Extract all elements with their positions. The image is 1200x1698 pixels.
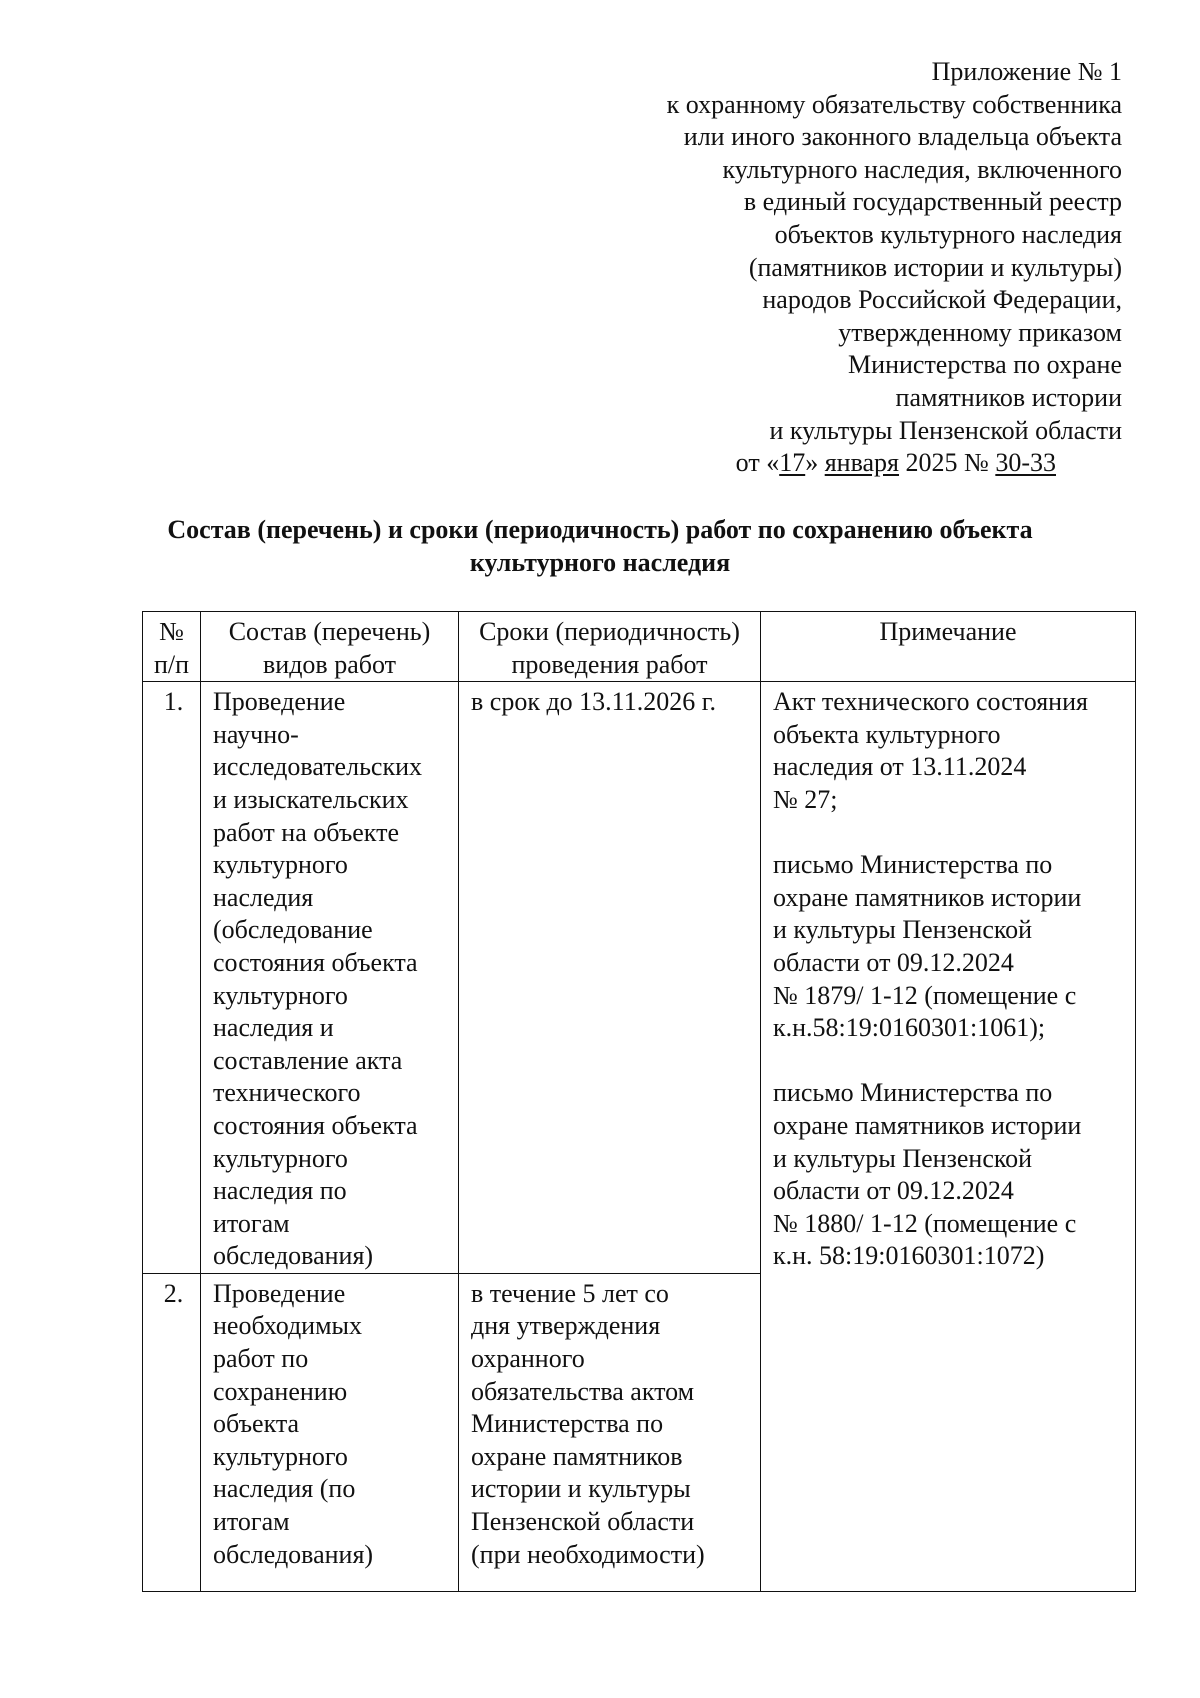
appendix-line: к охранному обязательству собственника bbox=[666, 89, 1122, 119]
appendix-line: утвержденному приказом bbox=[838, 317, 1122, 347]
appendix-line: (памятников истории и культуры) bbox=[748, 252, 1122, 282]
appendix-line: объектов культурного наследия bbox=[774, 219, 1122, 249]
appendix-line: Приложение № 1 bbox=[931, 57, 1122, 86]
date-prefix: от « bbox=[735, 448, 780, 478]
appendix-line: народов Российской Федерации, bbox=[762, 285, 1122, 315]
row-terms: в срок до 13.11.2026 г. bbox=[459, 682, 761, 1274]
document-title bbox=[0, 513, 1200, 579]
title-line-2: культурного наследия bbox=[469, 548, 731, 577]
header-number: № п/п bbox=[143, 612, 201, 682]
date-month: января bbox=[824, 448, 900, 478]
row-works: Проведение научно- исследовательских и изыскательских работ на объекте культурного наследия (обследование состояния объекта культурного наследия и составление акта технического состояния объекта культурного наследия по итогам обследования) bbox=[201, 682, 459, 1274]
note-paragraph-3: письмо Министерства по охране памятников истории и культуры Пензенской области от 09.12.2024 № 1880/ 1-12 (помещение с к.н. 58:19:0160301:1072) bbox=[773, 1078, 1082, 1271]
table-row bbox=[143, 682, 1136, 1274]
appendix-line: и культуры Пензенской области bbox=[769, 415, 1122, 445]
appendix-line: или иного законного владельца объекта bbox=[683, 122, 1122, 152]
appendix-header bbox=[522, 56, 1122, 480]
date-year: 2025 № bbox=[899, 448, 996, 478]
order-number: 30-33 bbox=[995, 448, 1056, 478]
row-works: Проведение необходимых работ по сохранению объекта культурного наследия (по итогам обследования) bbox=[201, 1273, 459, 1591]
header-works: Состав (перечень) видов работ bbox=[201, 612, 459, 682]
row-terms: в течение 5 лет со дня утверждения охранного обязательства актом Министерства по охране памятников истории и культуры Пензенской области (при необходимости) bbox=[459, 1273, 761, 1591]
title-line-1: Состав (перечень) и сроки (периодичность) работ по сохранению объекта bbox=[167, 515, 1033, 544]
appendix-line: памятников истории bbox=[895, 382, 1122, 412]
header-note: Примечание bbox=[761, 612, 1136, 682]
appendix-line: культурного наследия, включенного bbox=[722, 154, 1122, 184]
table-header-row bbox=[143, 612, 1136, 682]
note-paragraph-1: Акт технического состояния объекта культурного наследия от 13.11.2024 № 27; bbox=[773, 687, 1088, 814]
note-cell bbox=[761, 682, 1136, 1592]
date-mid: » bbox=[805, 448, 825, 478]
date-day: 17 bbox=[779, 448, 806, 478]
appendix-line: Министерства по охране bbox=[848, 350, 1122, 380]
note-spacer bbox=[773, 1045, 1127, 1078]
works-table bbox=[142, 611, 1136, 1592]
note-spacer bbox=[773, 817, 1127, 850]
header-terms: Сроки (периодичность) проведения работ bbox=[459, 612, 761, 682]
appendix-line: в единый государственный реестр bbox=[743, 187, 1122, 217]
order-date-line bbox=[522, 447, 1122, 480]
row-number: 2. bbox=[143, 1273, 201, 1591]
note-paragraph-2: письмо Министерства по охране памятников истории и культуры Пензенской области от 09.12.2024 № 1879/ 1-12 (помещение с к.н.58:19:0160301:1061); bbox=[773, 850, 1082, 1043]
row-number: 1. bbox=[143, 682, 201, 1274]
